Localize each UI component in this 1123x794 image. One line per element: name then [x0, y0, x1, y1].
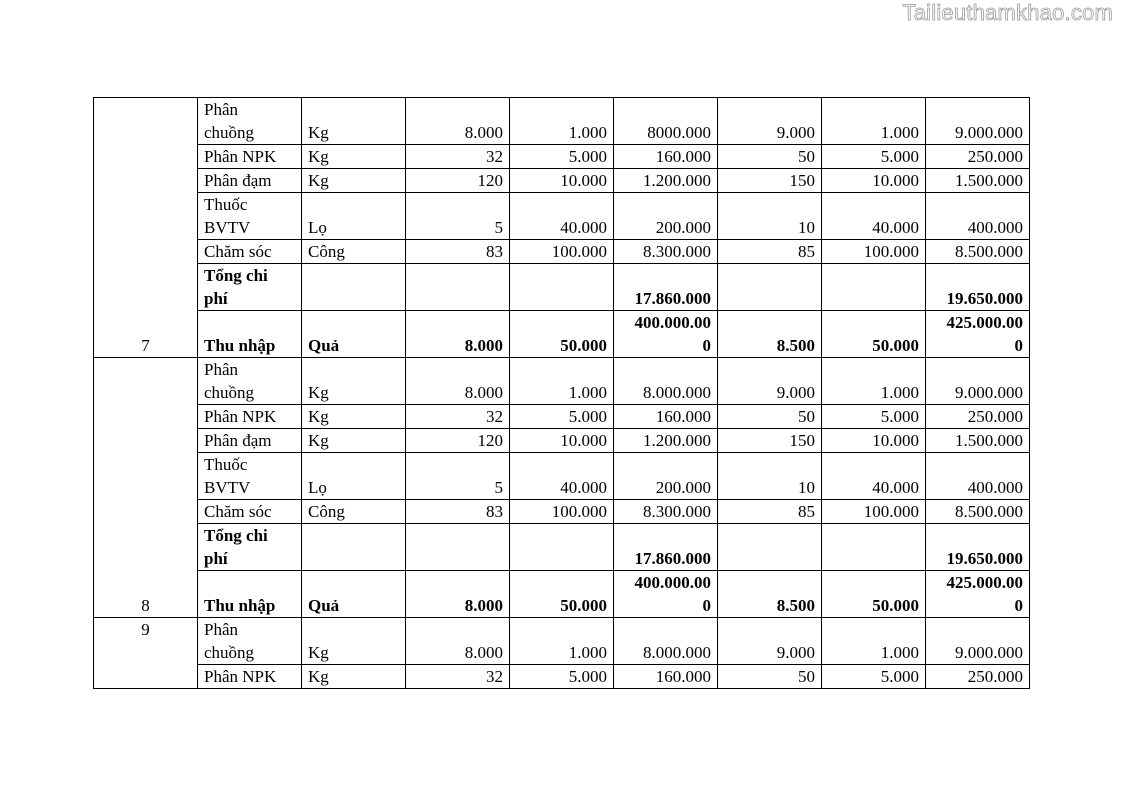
amount-cell: [926, 311, 1030, 358]
amount-cell: [614, 500, 718, 524]
unit-price-cell: 50.000: [822, 311, 926, 358]
quantity-cell: 150: [718, 169, 822, 193]
unit-cell: Quả: [302, 311, 406, 358]
item-name-cell: [198, 453, 302, 500]
item-name-cell: [198, 145, 302, 169]
cell-line: 160.000: [655, 407, 711, 426]
table-row: [94, 145, 1030, 169]
quantity-cell: 32: [406, 145, 510, 169]
unit-cell: Kg: [302, 618, 406, 665]
unit-price-cell: 1.000: [822, 98, 926, 145]
amount-cell: [614, 98, 718, 145]
amount-cell: [614, 311, 718, 358]
amount-cell: [926, 169, 1030, 193]
unit-cell: Kg: [302, 98, 406, 145]
cell-line: 1.500.000: [955, 431, 1023, 450]
unit-cell: Kg: [302, 429, 406, 453]
group-number: 7: [94, 98, 198, 358]
cell-line: 200.000: [655, 478, 711, 497]
amount-cell: [614, 193, 718, 240]
quantity-cell: 8.500: [718, 311, 822, 358]
amount-cell: [614, 169, 718, 193]
amount-cell: [926, 571, 1030, 618]
amount-cell: [614, 145, 718, 169]
amount-cell: [926, 193, 1030, 240]
cell-line: 17.860.000: [634, 549, 711, 568]
unit-price-cell: [510, 264, 614, 311]
unit-cell: Công: [302, 500, 406, 524]
unit-cell: Lọ: [302, 453, 406, 500]
unit-cell: Kg: [302, 169, 406, 193]
cell-line: Thu nhập: [204, 596, 276, 615]
unit-price-cell: 10.000: [822, 169, 926, 193]
table-row: [94, 240, 1030, 264]
unit-price-cell: 40.000: [510, 193, 614, 240]
unit-price-cell: 1.000: [822, 358, 926, 405]
unit-price-cell: 1.000: [822, 618, 926, 665]
quantity-cell: 9.000: [718, 618, 822, 665]
cell-line: 0: [702, 596, 711, 615]
quantity-cell: 8.000: [406, 98, 510, 145]
quantity-cell: 5: [406, 193, 510, 240]
cell-line: 9.000.000: [955, 643, 1023, 662]
unit-price-cell: [822, 264, 926, 311]
item-name-cell: [198, 169, 302, 193]
cell-line: 400.000.00: [634, 313, 711, 332]
cell-line: chuồng: [204, 123, 255, 142]
unit-price-cell: 5.000: [510, 145, 614, 169]
amount-cell: [614, 665, 718, 689]
cell-line: Tổng chi: [204, 526, 268, 545]
cell-line: 200.000: [655, 218, 711, 237]
unit-price-cell: 100.000: [510, 240, 614, 264]
cell-line: 17.860.000: [634, 289, 711, 308]
cell-line: chuồng: [204, 383, 255, 402]
amount-cell: [926, 405, 1030, 429]
cell-line: 250.000: [967, 147, 1023, 166]
item-name-cell: [198, 240, 302, 264]
amount-cell: [614, 405, 718, 429]
cell-line: 160.000: [655, 147, 711, 166]
item-name-cell: [198, 429, 302, 453]
amount-cell: [614, 264, 718, 311]
cell-line: 9.000.000: [955, 383, 1023, 402]
unit-price-cell: 5.000: [822, 405, 926, 429]
cell-line: 400.000: [967, 478, 1023, 497]
unit-price-cell: 40.000: [822, 453, 926, 500]
cell-line: 8000.000: [647, 123, 711, 142]
quantity-cell: 83: [406, 240, 510, 264]
table-row: [94, 453, 1030, 500]
cell-line: 425.000.00: [946, 573, 1023, 592]
unit-cell: Lọ: [302, 193, 406, 240]
item-name-cell: [198, 193, 302, 240]
cell-line: 400.000.00: [634, 573, 711, 592]
cell-line: Chăm sóc: [204, 242, 272, 261]
amount-cell: [926, 264, 1030, 311]
watermark-text: Tailieuthamkhao.com: [902, 0, 1113, 25]
cell-line: 0: [1014, 596, 1023, 615]
table-row: [94, 429, 1030, 453]
quantity-cell: [718, 524, 822, 571]
unit-cell: Kg: [302, 405, 406, 429]
cell-line: 19.650.000: [946, 289, 1023, 308]
cell-line: Phân NPK: [204, 407, 277, 426]
cell-line: Chăm sóc: [204, 502, 272, 521]
unit-price-cell: 10.000: [510, 169, 614, 193]
amount-cell: [614, 358, 718, 405]
unit-price-cell: [510, 524, 614, 571]
item-name-cell: [198, 358, 302, 405]
amount-cell: [926, 145, 1030, 169]
amount-cell: [926, 618, 1030, 665]
cell-line: BVTV: [204, 218, 251, 237]
unit-price-cell: 5.000: [822, 665, 926, 689]
unit-price-cell: 1.000: [510, 98, 614, 145]
cell-line: Thuốc: [204, 455, 248, 474]
quantity-cell: 85: [718, 500, 822, 524]
quantity-cell: 50: [718, 665, 822, 689]
unit-cell: Kg: [302, 358, 406, 405]
cell-line: Phân: [204, 360, 238, 379]
item-name-cell: [198, 524, 302, 571]
table-row: [94, 405, 1030, 429]
amount-cell: [926, 429, 1030, 453]
table-row: [94, 98, 1030, 145]
item-name-cell: [198, 618, 302, 665]
unit-price-cell: 10.000: [510, 429, 614, 453]
amount-cell: [614, 571, 718, 618]
amount-cell: [614, 618, 718, 665]
unit-cell: [302, 264, 406, 311]
quantity-cell: [406, 524, 510, 571]
cell-line: Thuốc: [204, 195, 248, 214]
cell-line: phí: [204, 549, 228, 568]
unit-cell: Công: [302, 240, 406, 264]
quantity-cell: 9.000: [718, 358, 822, 405]
item-name-cell: [198, 98, 302, 145]
cell-line: phí: [204, 289, 228, 308]
unit-price-cell: 1.000: [510, 618, 614, 665]
cell-line: Thu nhập: [204, 336, 276, 355]
item-name-cell: [198, 571, 302, 618]
cell-line: 1.200.000: [643, 431, 711, 450]
quantity-cell: 5: [406, 453, 510, 500]
unit-price-cell: 100.000: [822, 240, 926, 264]
amount-cell: [614, 240, 718, 264]
unit-price-cell: 50.000: [822, 571, 926, 618]
table-row: [94, 618, 1030, 665]
cell-line: 8.500.000: [955, 242, 1023, 261]
amount-cell: [926, 453, 1030, 500]
cell-line: 9.000.000: [955, 123, 1023, 142]
quantity-cell: 120: [406, 429, 510, 453]
cell-line: 19.650.000: [946, 549, 1023, 568]
quantity-cell: 32: [406, 665, 510, 689]
cost-income-table: [93, 97, 1030, 689]
unit-price-cell: 50.000: [510, 571, 614, 618]
cell-line: 8.000.000: [643, 383, 711, 402]
table-row: [94, 311, 1030, 358]
quantity-cell: [718, 264, 822, 311]
cell-line: 425.000.00: [946, 313, 1023, 332]
table-row: [94, 358, 1030, 405]
quantity-cell: [406, 264, 510, 311]
unit-price-cell: 10.000: [822, 429, 926, 453]
table-row: [94, 264, 1030, 311]
unit-cell: Kg: [302, 665, 406, 689]
table-row: [94, 665, 1030, 689]
cell-line: 8.500.000: [955, 502, 1023, 521]
item-name-cell: [198, 665, 302, 689]
cell-line: 160.000: [655, 667, 711, 686]
amount-cell: [926, 524, 1030, 571]
table-row: [94, 571, 1030, 618]
unit-price-cell: 5.000: [510, 405, 614, 429]
cell-line: 0: [702, 336, 711, 355]
item-name-cell: [198, 405, 302, 429]
amount-cell: [614, 453, 718, 500]
cell-line: Phân NPK: [204, 147, 277, 166]
unit-price-cell: 5.000: [822, 145, 926, 169]
quantity-cell: 10: [718, 193, 822, 240]
cell-line: 250.000: [967, 407, 1023, 426]
cell-line: 0: [1014, 336, 1023, 355]
item-name-cell: [198, 311, 302, 358]
cell-line: chuồng: [204, 643, 255, 662]
item-name-cell: [198, 500, 302, 524]
amount-cell: [926, 358, 1030, 405]
amount-cell: [926, 240, 1030, 264]
quantity-cell: 8.000: [406, 358, 510, 405]
table-row: [94, 500, 1030, 524]
cell-line: Phân đạm: [204, 431, 272, 450]
quantity-cell: 8.000: [406, 571, 510, 618]
group-number: 9: [94, 618, 198, 689]
table-row: [94, 524, 1030, 571]
table-row: [94, 169, 1030, 193]
quantity-cell: 8.000: [406, 618, 510, 665]
unit-price-cell: 40.000: [510, 453, 614, 500]
cell-line: 8.300.000: [643, 242, 711, 261]
cell-line: 1.200.000: [643, 171, 711, 190]
quantity-cell: 150: [718, 429, 822, 453]
cell-line: 400.000: [967, 218, 1023, 237]
unit-price-cell: 5.000: [510, 665, 614, 689]
quantity-cell: 32: [406, 405, 510, 429]
cell-line: 8.000.000: [643, 643, 711, 662]
cell-line: BVTV: [204, 478, 251, 497]
group-number: 8: [94, 358, 198, 618]
unit-price-cell: 50.000: [510, 311, 614, 358]
cell-line: Tổng chi: [204, 266, 268, 285]
cell-line: Phân: [204, 100, 238, 119]
cell-line: Phân NPK: [204, 667, 277, 686]
unit-price-cell: [822, 524, 926, 571]
amount-cell: [926, 98, 1030, 145]
cell-line: 8.300.000: [643, 502, 711, 521]
unit-price-cell: 1.000: [510, 358, 614, 405]
quantity-cell: 50: [718, 145, 822, 169]
quantity-cell: 8.500: [718, 571, 822, 618]
unit-price-cell: 100.000: [822, 500, 926, 524]
unit-price-cell: 100.000: [510, 500, 614, 524]
unit-cell: Quả: [302, 571, 406, 618]
quantity-cell: 8.000: [406, 311, 510, 358]
quantity-cell: 83: [406, 500, 510, 524]
cell-line: Phân đạm: [204, 171, 272, 190]
quantity-cell: 10: [718, 453, 822, 500]
cell-line: Phân: [204, 620, 238, 639]
unit-cell: Kg: [302, 145, 406, 169]
amount-cell: [614, 429, 718, 453]
quantity-cell: 120: [406, 169, 510, 193]
table-row: [94, 193, 1030, 240]
quantity-cell: 9.000: [718, 98, 822, 145]
unit-cell: [302, 524, 406, 571]
amount-cell: [926, 665, 1030, 689]
item-name-cell: [198, 264, 302, 311]
quantity-cell: 85: [718, 240, 822, 264]
unit-price-cell: 40.000: [822, 193, 926, 240]
quantity-cell: 50: [718, 405, 822, 429]
cell-line: 250.000: [967, 667, 1023, 686]
cell-line: 1.500.000: [955, 171, 1023, 190]
amount-cell: [926, 500, 1030, 524]
amount-cell: [614, 524, 718, 571]
